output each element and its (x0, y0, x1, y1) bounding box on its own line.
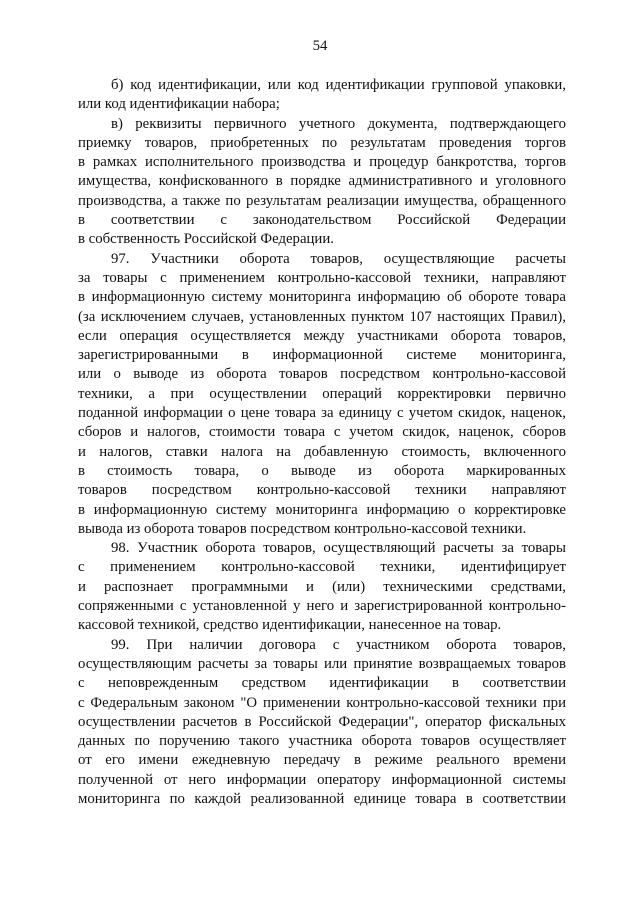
text-line: 99. При наличии договора с участником оборота товаров, (111, 636, 566, 653)
text-line: б) код идентификации, или код идентификации групповой упаковки, (111, 77, 566, 93)
text-line: осуществляющим расчеты за товары или принятие возвращаемых товаров (78, 655, 566, 672)
text-line: 98. Участник оборота товаров, осуществляющий расчеты за товары (111, 540, 566, 557)
text-line: с применением контрольно-кассовой техники, идентифицирует (78, 559, 566, 576)
text-line: товаров посредством контрольно-кассовой техники направляют (78, 482, 566, 499)
text-line: техники, а при осуществлении операций корректировки первично (78, 385, 566, 402)
text-line: производства, а также по результатам реализации имущества, обращенного (78, 192, 566, 209)
text-line: с неповрежденным средством идентификации в соответствии (78, 675, 566, 692)
text-line: кассовой техникой, средство идентификации, нанесенное на товар. (78, 617, 502, 634)
text-line: полученной от него информации оператору информационной системы (78, 771, 566, 788)
text-line: если операция осуществляется между участниками оборота товаров, (78, 327, 566, 344)
text-line: в информационную систему мониторинга информацию о корректировке (78, 501, 566, 518)
document-body (78, 76, 566, 809)
text-line: данных по поручению такого участника оборота товаров осуществляет (78, 733, 566, 750)
text-line: вывода из оборота товаров посредством контрольно-кассовой техники. (78, 520, 527, 537)
text-line: мониторинга по каждой реализованной единице товара в соответствии (78, 790, 566, 807)
text-line: или о выводе из оборота товаров посредством контрольно-кассовой (78, 366, 566, 383)
text-line: сопряженными с установленной у него и зарегистрированной контрольно- (78, 598, 566, 615)
text-line: осуществлении расчетов в Российской Федерации", оператор фискальных (78, 713, 566, 730)
text-line: в информационную систему мониторинга информацию об обороте товара (78, 289, 566, 306)
text-line: в соответствии с законодательством Российской Федерации (78, 212, 566, 229)
text-line: в собственность Российской Федерации. (78, 231, 334, 248)
text-line: зарегистрированными в информационной системе мониторинга, (78, 347, 566, 364)
text-line: (за исключением случаев, установленных пунктом 107 настоящих Правил), (78, 308, 566, 325)
page-number: 54 (312, 38, 328, 54)
text-line: приемку товаров, приобретенных по результатам проведения торгов (78, 134, 566, 151)
text-line: и распознает программными и (или) техническими средствами, (78, 578, 566, 595)
text-line: в) реквизиты первичного учетного документа, подтверждающего (111, 115, 566, 132)
text-line: за товары с применением контрольно-кассовой техники, направляют (78, 269, 566, 286)
text-line: или код идентификации набора; (78, 96, 280, 113)
text-line: от его имени ежедневную передачу в режиме реального времени (78, 752, 566, 769)
text-line: в рамках исполнительного производства и процедур банкротства, торгов (78, 154, 566, 171)
text-line: поданной информации о цене товара за единицу с учетом скидок, наценок, (78, 405, 566, 422)
text-line: с Федеральным законом "О применении контрольно-кассовой техники при (78, 694, 566, 711)
text-line: 97. Участники оборота товаров, осуществляющие расчеты (111, 250, 566, 267)
text-line: сборов и налогов, стоимости товара с учетом скидок, наценок, сборов (78, 424, 566, 441)
text-line: имущества, конфискованного в порядке административного и уголовного (78, 173, 566, 190)
text-line: и налогов, ставки налога на добавленную стоимость, включенного (78, 443, 566, 460)
text-line: в стоимость товара, о выводе из оборота маркированных (78, 462, 566, 479)
